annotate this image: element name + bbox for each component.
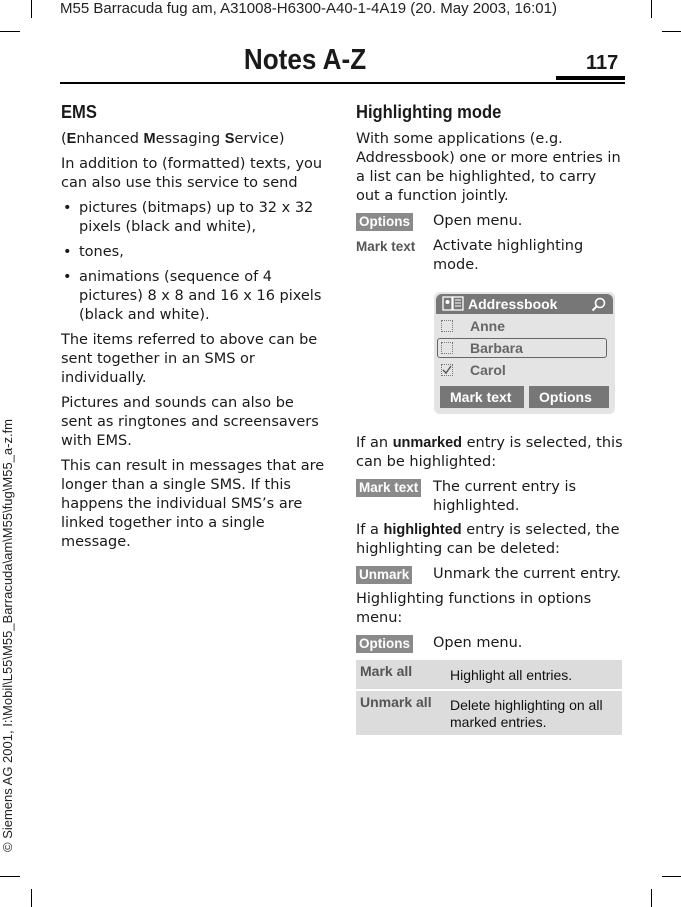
crop-mark (662, 31, 681, 32)
key-row-options-2 (356, 634, 624, 656)
phone-screen-illustration (434, 292, 615, 414)
right-column-intro (356, 103, 624, 212)
key-row-mark-text-2 (356, 478, 624, 518)
list-item (437, 316, 605, 336)
crop-mark (651, 0, 652, 18)
paragraph: The items referred to above can be sent together in an SMS or individually. (61, 332, 318, 386)
list-item (437, 360, 605, 380)
key-row-mark-text (356, 237, 624, 277)
crop-mark (662, 876, 681, 877)
phone-title-bar (436, 294, 613, 314)
list-item: • animations (sequence of 4 pictures) 8 x 8 and 16 x 16 pixels (black and white). (61, 268, 329, 325)
key-row-unmark (356, 565, 631, 587)
checkbox-icon (441, 320, 453, 332)
crop-mark (0, 31, 20, 32)
key-description: Open menu. (433, 213, 523, 229)
copyright-sideline: © Siemens AG 2001, I:\Mobil\L55\M55_Barracuda\am\M55\fug\M55_a-z.fm (0, 418, 15, 852)
section-heading-highlighting: Highlighting mode (356, 102, 502, 122)
options-softkey: Options (356, 213, 413, 231)
table-row (356, 691, 622, 737)
paragraph: Pictures and sounds can also be sent as ringtones and screensavers with EMS. (61, 395, 319, 449)
key-description: The current entry is highlighted. (433, 479, 577, 514)
table-row (356, 660, 622, 691)
list-item-selected (437, 338, 607, 358)
paragraph: This can result in messages that are longer than a single SMS. If this happens the individual SMS’s are linked together into a single message. (61, 458, 325, 550)
table-value: Delete highlighting on all marked entries. (450, 697, 603, 730)
key-description: Activate highlighting mode. (433, 238, 584, 273)
unmarked-paragraph: If an unmarked entry is selected, this can be highlighted: (356, 435, 623, 470)
options-softkey: Options (356, 635, 413, 653)
entry-name: Anne (470, 318, 505, 334)
table-key: Unmark all (360, 694, 432, 710)
list-item: • tones, (61, 243, 329, 262)
section-heading-ems: EMS (61, 102, 97, 122)
table-value: Highlight all entries. (450, 667, 573, 683)
table-key: Mark all (360, 663, 413, 679)
options-softkey: Options (529, 386, 609, 408)
checked-checkbox-icon (441, 364, 453, 376)
ems-intro: In addition to (formatted) texts, you can also use this service to send (61, 156, 323, 191)
list-item: • pictures (bitmaps) up to 32 x 32 pixels (black and white), (61, 199, 329, 237)
file-info-line: M55 Barracuda fug am, A31008-H6300-A40-1-4A19 (20. May 2003, 16:01) (60, 0, 557, 17)
options-menu-paragraph: Highlighting functions in options menu: (356, 591, 592, 626)
mark-text-softkey: Mark text (356, 479, 421, 497)
page-number-rule (556, 76, 625, 80)
search-icon (591, 296, 607, 312)
key-description: Unmark the current entry. (433, 566, 621, 582)
page-title: Notes A-Z (243, 44, 367, 76)
unmark-softkey: Unmark (356, 566, 412, 584)
page-number: 117 (586, 52, 619, 74)
checkbox-icon (441, 342, 453, 354)
crop-mark (31, 889, 32, 907)
key-description: Open menu. (433, 635, 523, 651)
entry-name: Barbara (470, 340, 523, 356)
mark-text-key-label: Mark text (356, 239, 416, 254)
options-functions-table (356, 660, 622, 737)
title-rule (60, 82, 625, 84)
key-row-options (356, 212, 624, 234)
left-column (61, 103, 329, 558)
crop-mark (31, 0, 32, 18)
phone-title-text: Addressbook (468, 296, 558, 312)
mark-text-softkey: Mark text (440, 386, 524, 408)
ems-expansion: (Enhanced Messaging Service) (61, 131, 285, 147)
ems-bullet-list (61, 199, 329, 325)
crop-mark (0, 876, 20, 877)
entry-name: Carol (470, 362, 506, 378)
highlighting-intro: With some applications (e.g. Addressbook) one or more entries in a list can be highlighted, to carry out a function jointly. (356, 131, 621, 204)
addressbook-icon (442, 296, 464, 311)
highlighted-paragraph: If a highlighted entry is selected, the highlighting can be deleted: (356, 522, 620, 557)
crop-mark (651, 889, 652, 907)
